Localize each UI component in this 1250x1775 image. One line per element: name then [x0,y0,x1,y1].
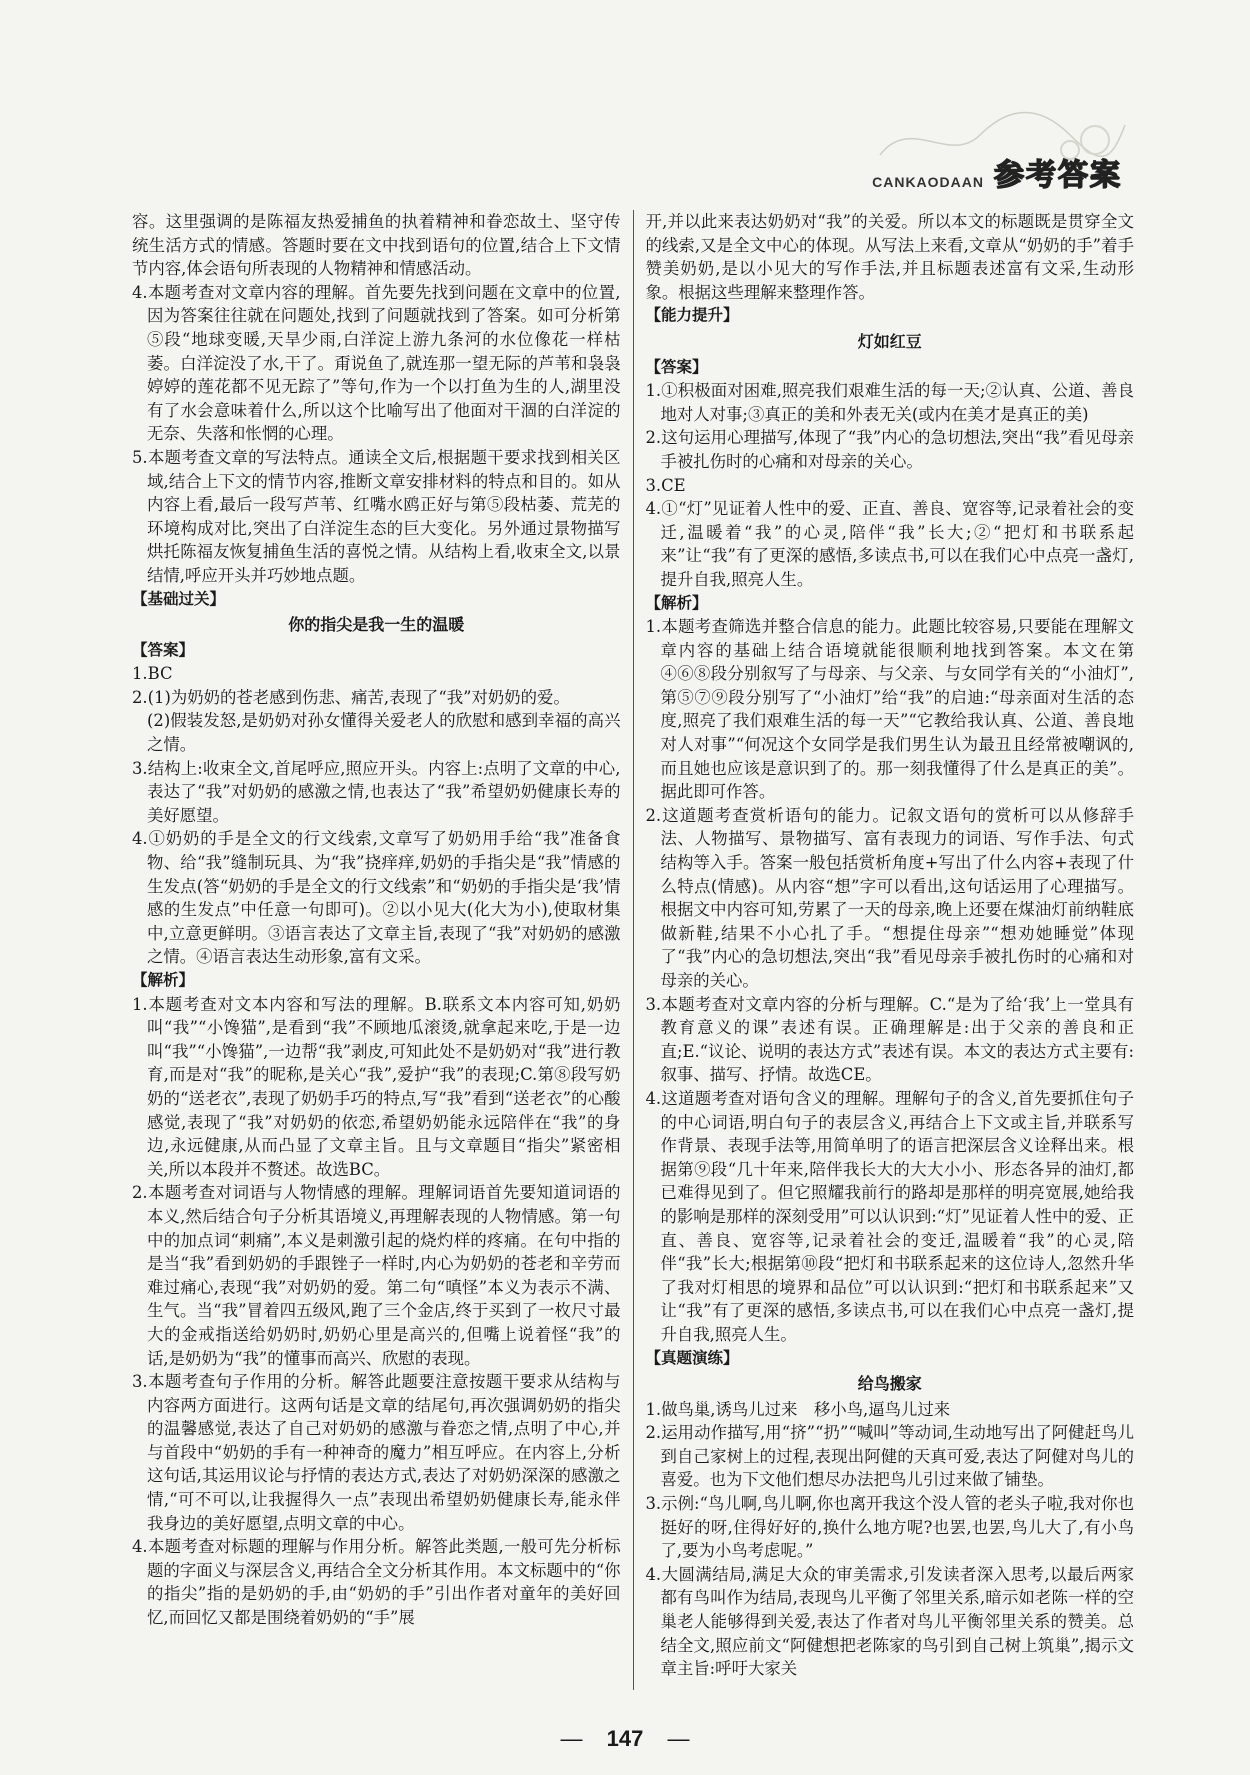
section-tag: 【答案】 [132,640,195,659]
brand-latin: CANKAODAAN [872,174,984,190]
section-tag: 【能力提升】 [645,306,739,325]
answer-item: 1.做鸟巢,诱鸟儿过来 移小鸟,逼鸟儿过来 [645,1399,951,1419]
footer-dash-left: — [560,1726,583,1751]
answer-item: 2.本题考查对词语与人物情感的理解。理解词语首先要知道词语的本义,然后结合句子分析其语境义,再理解表现的人物情感。第一句中的加点词“刺痛”,本义是刺激引起的烧灼样的疼痛。在句中指的是当“我”看到奶奶的手跟锉子一样时,内心为奶奶的苍老和辛劳而难过痛心,表现“我”对奶奶的爱。第二句“嗔怪”本义为表示不满、生气。当“我”冒着四五级风,跑了三个金店,终于买到了一枚尺寸最大的金戒指送给奶奶时,奶奶心里是高兴的,但嘴上说着怪“我”的话,是奶奶为“我”的懂事而高兴、欣慰的表现。 [132,1183,621,1368]
answer-item: 2.运用动作描写,用“挤”“扔”“喊叫”等动词,生动地写出了阿健赶鸟儿到自己家树上的过程,表现出阿健的天真可爱,表达了阿健对鸟儿的喜爱。也为下文他们想尽办法把鸟儿引过来做了铺垫。 [645,1423,1134,1490]
answer-item: 4.这道题考查对语句含义的理解。理解句子的含义,首先要抓住句子的中心词语,明白句子的表层含义,再结合上下文或主旨,并联系写作背景、表现手法等,用简单明了的语言把深层含义诠释出来。根据第⑨段“几十年来,陪伴我长大的大大小小、形态各异的油灯,都已难得见到了。但它照耀我前行的路却是那样的明亮宽展,她给我的影响是那样的深刻受用”可以认识到:“灯”见证着人性中的爱、正直、善良、宽容等,记录着社会的变迁,温暖着“我”的心灵,陪伴“我”长大;根据第⑩段“把灯和书联系起来的这位诗人,忽然升华了我对灯相思的境界和品位”可以认识到:“把灯和书联系起来”又让“我”有了更深的感悟,多读点书,可以在我们心中点亮一盏灯,提升自我,照亮人生。 [645,1088,1134,1344]
answer-item: 4.①奶奶的手是全文的行文线索,文章写了奶奶用手给“我”准备食物、给“我”缝制玩具、为“我”挠痒痒,奶奶的手指尖是“我”情感的生发点(答“奶奶的手是全文的行文线索”和“奶奶的手指尖是‘我’情感的生发点”中任意一句即可)。②以小见大(化大为小),使取材集中,立意更鲜明。③语言表达了文章主旨,表现了“我”对奶奶的感激之情。④语言表达生动形象,富有文采。 [132,829,621,967]
answer-item: 3.本题考查对文章内容的分析与理解。C.“是为了给‘我’上一堂具有教育意义的课”表述有误。正确理解是:出于父亲的善良和正直;E.“议论、说明的表达方式”表述有误。本文的表达方式主要有:叙事、描写、抒情。故选CE。 [645,994,1134,1085]
section-tag: 【答案】 [645,357,708,376]
answer-item: 3.本题考查句子作用的分析。解答此题要注意按题干要求从结构与内容两方面进行。这两句话是文章的结尾句,再次强调奶奶的指尖的温馨感觉,表达了自己对奶奶的感激与眷恋之情,点明了中心,并与首段中“奶奶的手有一种神奇的魔力”相互呼应。在内容上,分析这句话,其运用议论与抒情的表达方式,表达了对奶奶深深的感激之情,“可不可以,让我握得久一点”表现出希望奶奶健康长寿,能永伴我身边的美好愿望,点明文章的中心。 [132,1372,621,1533]
section-tag: 【基础过关】 [132,589,226,608]
answer-item: 1.本题考查筛选并整合信息的能力。此题比较容易,只要能在理解文章内容的基础上结合语境就能很顺利地找到答案。本文在第④⑥⑧段分别叙写了与母亲、与父亲、与女同学有关的“小油灯”,第⑤⑦⑨段分别写了“小油灯”给“我”的启迪:“母亲面对生活的态度,照亮了我们艰难生活的每一天”“它教给我认真、公道、善良地对人对事”“何况这个女同学是我们男生认为最丑且经常被嘲讽的,而且她也应该是意识到了的。那一刻我懂得了什么是真正的美”。据此即可作答。 [645,617,1134,802]
left-column [132,210,621,1690]
content-columns [132,210,1134,1690]
answer-item: 2.这句运用心理描写,体现了“我”内心的急切想法,突出“我”看见母亲手被扎伤时的心痛和对母亲的关心。 [645,428,1134,471]
answer-item: 2.(1)为奶奶的苍老感到伤悲、痛苦,表现了“我”对奶奶的爱。 [132,687,570,707]
answer-item: 1.本题考查对文本内容和写法的理解。B.联系文本内容可知,奶奶叫“我”“小馋猫”,是看到“我”不顾地瓜滚烫,就拿起来吃,于是一边叫“我”“小馋猫”,一边帮“我”剥皮,可知此处不是奶奶对“我”进行教育,而是对“我”的昵称,是关心“我”,爱护“我”的表现;C.第⑧段写奶奶的“送老衣”,表现了奶奶手巧的特点,写“我”看到“送老衣”的心酸感觉,表现了“我”对奶奶的依恋,希望奶奶能永远陪伴在“我”的身边,永远健康,从而凸显了文章主旨。且与文章题目“指尖”紧密相关,所以本段并不赘述。故选BC。 [132,994,621,1179]
right-column [645,210,1134,1690]
section-tag: 【解析】 [132,971,195,989]
paragraph: 容。这里强调的是陈福友热爱捕鱼的执着精神和眷恋故土、坚守传统生活方式的情感。答题时要在文中找到语句的位置,结合上下文情节内容,体会语句所表现的人物精神和情感活动。 [132,212,621,279]
brand-logo [872,150,1122,194]
answer-item: 1.BC [132,664,173,684]
answer-item: 4.本题考查对文章内容的理解。首先要先找到问题在文章中的位置,因为答案往往就在问题处,找到了问题就找到了答案。如可分析第⑤段“地球变暖,天旱少雨,白洋淀上游九条河的水位像花一样枯萎。白洋淀没了水,干了。甭说鱼了,就连那一望无际的芦苇和袅袅婷婷的莲花都不见无踪了”等句,作为一个以打鱼为生的人,湖里没有了水会意味着什么,所以这个比喻写出了他面对干涸的白洋淀的无奈、失落和怅惘的心理。 [132,282,621,444]
page-footer [0,1726,1250,1752]
answer-item: 5.本题考查文章的写法特点。通读全文后,根据题干要求找到相关区域,结合上下文的情节内容,推断文章安排材料的特点和目的。如从内容上看,最后一段写芦苇、红嘴水鸥正好与第⑤段枯萎、荒芜的环境构成对比,突出了白洋淀生态的巨大变化。另外通过景物描写烘托陈福友恢复捕鱼生活的喜悦之情。从结构上看,收束全文,以景结情,呼应开头并巧妙地点题。 [132,447,621,585]
brand-title: 参考答案 [994,158,1122,193]
answer-item: 3.CE [645,475,686,495]
answer-subitem: (2)假装发怒,是奶奶对孙女懂得关爱老人的欣慰和感到幸福的高兴之情。 [147,711,621,755]
paragraph: 开,并以此来表达奶奶对“我”的关爱。所以本文的标题既是贯穿全文的线索,又是全文中心的体现。从写法上来看,文章从“奶奶的手”着手赞美奶奶,是以小见大的写作手法,并且标题表述富有文采,生动形象。根据这些理解来整理作答。 [645,212,1134,302]
answer-item: 4.大圆满结局,满足大众的审美需求,引发读者深入思考,以最后两家都有鸟叫作为结局,表现鸟儿平衡了邻里关系,暗示如老陈一样的空巢老人能够得到关爱,表达了作者对鸟儿平衡邻里关系的赞美。总结全文,照应前文“阿健想把老陈家的鸟引到自己树上筑巢”,揭示文章主旨:呼吁大家关 [645,1564,1134,1679]
article-title: 你的指尖是我一生的温暖 [288,615,465,635]
answer-item: 3.示例:“鸟儿啊,鸟儿啊,你也离开我这个没人管的老头子啦,我对你也挺好的呀,住得好好的,换什么地方呢?也罢,也罢,鸟儿大了,有小鸟了,要为小鸟考虑呢。” [645,1494,1134,1561]
section-tag: 【真题演练】 [645,1348,739,1367]
article-title: 灯如红豆 [857,331,922,351]
answer-item: 4.本题考查对标题的理解与作用分析。解答此类题,一般可先分析标题的字面义与深层含义,再结合全文分析其作用。本文标题中的“你的指尖”指的是奶奶的手,由“奶奶的手”引出作者对童年的美好回忆,而回忆又都是围绕着奶奶的“手”展 [132,1537,621,1628]
answer-item: 1.①积极面对困难,照亮我们艰难生活的每一天;②认真、公道、善良地对人对事;③真正的美和外表无关(或内在美才是真正的美) [645,381,1134,424]
answer-item: 3.结构上:收束全文,首尾呼应,照应开头。内容上:点明了文章的中心,表达了“我”对奶奶的感激之情,也表达了“我”希望奶奶健康长寿的美好愿望。 [132,758,621,825]
section-tag: 【解析】 [645,593,708,612]
answer-item: 4.①“灯”见证着人性中的爱、正直、善良、宽容等,记录着社会的变迁,温暖着“我”的心灵,陪伴“我”长大;②“把灯和书联系起来”让“我”有了更深的感悟,多读点书,可以在我们心中点亮一盏灯,提升自我,照亮人生。 [645,499,1134,589]
footer-dash-right: — [667,1726,690,1751]
answer-item: 2.这道题考查赏析语句的能力。记叙文语句的赏析可以从修辞手法、人物描写、景物描写、富有表现力的词语、写作手法、句式结构等入手。答案一般包括赏析角度+写出了什么内容+表现了什么特点(情感)。从内容“想”字可以看出,这句话运用了心理描写。根据文中内容可知,劳累了一天的母亲,晚上还要在煤油灯前纳鞋底做新鞋,结果不小心扎了手。“想提住母亲”“想劝她睡觉”体现了“我”内心的急切想法,突出“我”看见母亲手被扎伤时的心痛和对母亲的关心。 [645,805,1134,990]
column-divider [633,210,634,1690]
page-number: 147 [606,1726,644,1751]
article-title: 给鸟搬家 [857,1374,922,1394]
